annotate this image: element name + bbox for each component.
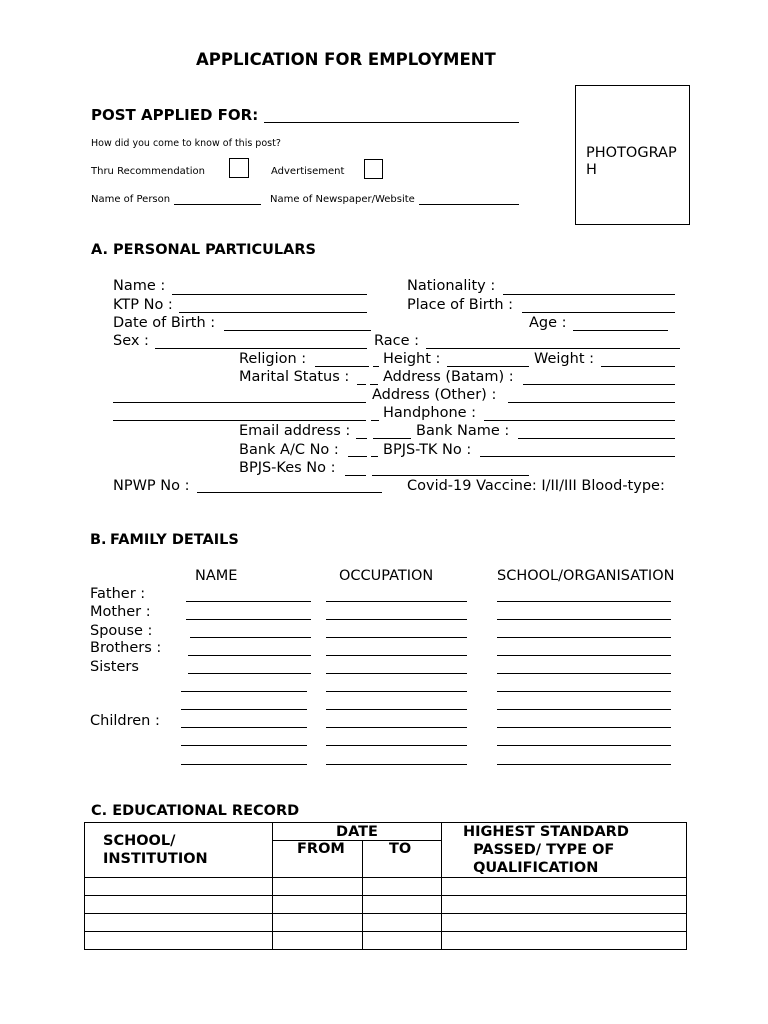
children-school-field-3[interactable] — [497, 764, 671, 765]
father-school-field[interactable] — [497, 601, 671, 602]
spouse-label: Spouse : — [90, 623, 153, 639]
post-applied-label: POST APPLIED FOR: — [91, 106, 259, 124]
education-table — [84, 822, 687, 950]
personal-particulars-heading: A. PERSONAL PARTICULARS — [91, 242, 316, 258]
religion-label: Religion : — [239, 351, 307, 367]
children-label: Children : — [90, 713, 160, 729]
advertisement-checkbox[interactable] — [364, 159, 383, 179]
education-cell[interactable] — [363, 878, 442, 896]
education-cell[interactable] — [442, 932, 687, 950]
address-other-field[interactable] — [508, 402, 675, 403]
advertisement-label: Advertisement — [271, 166, 345, 177]
bank-ac-sep — [371, 456, 378, 457]
bpjs-tk-field[interactable] — [480, 456, 675, 457]
place-of-birth-label: Place of Birth : — [407, 297, 514, 313]
address-other-line-1[interactable] — [113, 402, 366, 403]
photograph-label: PHOTOGRAP H — [586, 145, 677, 178]
dob-label: Date of Birth : — [113, 315, 216, 331]
education-cell[interactable] — [273, 878, 363, 896]
education-cell[interactable] — [363, 932, 442, 950]
children-school-field-2[interactable] — [497, 745, 671, 746]
ktp-label: KTP No : — [113, 297, 173, 313]
name-of-newspaper-field[interactable] — [419, 204, 519, 205]
children-name-field-2[interactable] — [181, 745, 307, 746]
handphone-sep — [371, 420, 379, 421]
mother-school-field[interactable] — [497, 619, 671, 620]
how-know-label: How did you come to know of this post? — [91, 138, 281, 149]
nationality-label: Nationality : — [407, 278, 496, 294]
bpjs-kes-field-1[interactable] — [345, 475, 366, 476]
sex-field[interactable] — [155, 348, 367, 349]
education-cell[interactable] — [363, 896, 442, 914]
sisters-name-field[interactable] — [188, 673, 311, 674]
name-of-person-label: Name of Person — [91, 194, 171, 205]
family-col-school: SCHOOL/ORGANISATION — [497, 568, 675, 584]
nationality-field[interactable] — [503, 294, 675, 295]
name-label: Name : — [113, 278, 166, 294]
education-col-from: FROM — [273, 841, 363, 878]
address-other-label: Address (Other) : — [372, 387, 497, 403]
marital-status-field[interactable] — [357, 384, 366, 385]
sex-label: Sex : — [113, 333, 149, 349]
education-cell[interactable] — [273, 932, 363, 950]
sisters-label: Sisters — [90, 659, 139, 675]
sisters-school-field[interactable] — [497, 673, 671, 674]
mother-occupation-field[interactable] — [326, 619, 467, 620]
spouse-name-field[interactable] — [190, 637, 311, 638]
family-col-name: NAME — [195, 568, 238, 584]
place-of-birth-field[interactable] — [522, 312, 675, 313]
handphone-field[interactable] — [484, 420, 675, 421]
name-of-person-field[interactable] — [174, 204, 261, 205]
covid-vaccine-label: Covid-19 Vaccine: I/II/III Blood-type: — [407, 478, 665, 494]
extra-name-field-1[interactable] — [181, 691, 307, 692]
spouse-occupation-field[interactable] — [326, 637, 467, 638]
children-occupation-field-2[interactable] — [326, 745, 467, 746]
bpjs-tk-label: BPJS-TK No : — [383, 442, 472, 458]
bank-ac-label: Bank A/C No : — [239, 442, 339, 458]
address-other-line-2[interactable] — [113, 420, 366, 421]
children-school-field-1[interactable] — [497, 727, 671, 728]
height-field[interactable] — [447, 366, 529, 367]
education-cell[interactable] — [442, 914, 687, 932]
education-header-row — [85, 823, 687, 841]
children-name-field-3[interactable] — [181, 764, 307, 765]
education-cell[interactable] — [273, 914, 363, 932]
post-applied-field[interactable] — [264, 122, 519, 123]
brothers-label: Brothers : — [90, 640, 162, 656]
family-section-number: B. — [90, 532, 107, 548]
name-field[interactable] — [172, 294, 367, 295]
education-cell[interactable] — [363, 914, 442, 932]
bank-ac-field[interactable] — [348, 456, 367, 457]
education-cell[interactable] — [85, 878, 273, 896]
page-title: APPLICATION FOR EMPLOYMENT — [196, 50, 496, 69]
age-label: Age : — [529, 315, 567, 331]
dob-field[interactable] — [224, 330, 371, 331]
education-cell[interactable] — [85, 896, 273, 914]
brothers-school-field[interactable] — [497, 655, 671, 656]
race-field[interactable] — [426, 348, 680, 349]
table-row — [85, 932, 687, 950]
ktp-field[interactable] — [179, 312, 367, 313]
marital-sep — [370, 384, 378, 385]
sisters-occupation-field[interactable] — [326, 673, 467, 674]
recommendation-checkbox[interactable] — [229, 158, 249, 178]
email-field-1[interactable] — [356, 438, 367, 439]
table-row — [85, 914, 687, 932]
children-name-field-1[interactable] — [181, 727, 307, 728]
educational-record-heading: C. EDUCATIONAL RECORD — [91, 803, 300, 819]
thru-recommendation-label: Thru Recommendation — [91, 166, 205, 177]
bpjs-kes-field-2[interactable] — [372, 475, 529, 476]
bank-name-label: Bank Name : — [416, 423, 510, 439]
mother-label: Mother : — [90, 604, 151, 620]
race-label: Race : — [374, 333, 420, 349]
extra-school-field-1[interactable] — [497, 691, 671, 692]
children-occupation-field-3[interactable] — [326, 764, 467, 765]
name-of-newspaper-label: Name of Newspaper/Website — [270, 194, 415, 205]
father-occupation-field[interactable] — [326, 601, 467, 602]
bank-name-field[interactable] — [518, 438, 675, 439]
education-col-to: TO — [363, 841, 442, 878]
family-details-heading: FAMILY DETAILS — [110, 532, 239, 548]
religion-field[interactable] — [315, 366, 369, 367]
weight-field[interactable] — [601, 366, 675, 367]
table-row — [85, 878, 687, 896]
education-cell[interactable] — [442, 896, 687, 914]
age-field[interactable] — [573, 330, 668, 331]
photograph-box — [575, 85, 690, 225]
education-cell[interactable] — [85, 914, 273, 932]
extra-occupation-field-1[interactable] — [326, 691, 467, 692]
education-col-highest: HIGHEST STANDARD PASSED/ TYPE OF QUALIFICATION — [442, 823, 687, 878]
brothers-occupation-field[interactable] — [326, 655, 467, 656]
height-label: Height : — [383, 351, 441, 367]
father-label: Father : — [90, 586, 146, 602]
table-row — [85, 896, 687, 914]
marital-status-label: Marital Status : — [239, 369, 350, 385]
education-cell[interactable] — [273, 896, 363, 914]
religion-sep — [373, 366, 379, 367]
education-col-date: DATE — [273, 823, 442, 841]
family-col-occupation: OCCUPATION — [339, 568, 434, 584]
address-batam-label: Address (Batam) : — [383, 369, 514, 385]
handphone-label: Handphone : — [383, 405, 477, 421]
father-name-field[interactable] — [186, 601, 311, 602]
bpjs-kes-label: BPJS-Kes No : — [239, 460, 336, 476]
extra-occupation-field-2[interactable] — [326, 709, 467, 710]
email-field-2[interactable] — [373, 438, 411, 439]
education-cell[interactable] — [442, 878, 687, 896]
mother-name-field[interactable] — [186, 619, 311, 620]
npwp-label: NPWP No : — [113, 478, 190, 494]
npwp-field[interactable] — [197, 492, 382, 493]
email-label: Email address : — [239, 423, 351, 439]
education-col-school: SCHOOL/ INSTITUTION — [85, 823, 273, 878]
brothers-name-field[interactable] — [188, 655, 311, 656]
address-batam-field[interactable] — [523, 384, 675, 385]
children-occupation-field-1[interactable] — [326, 727, 467, 728]
spouse-school-field[interactable] — [497, 637, 671, 638]
extra-name-field-2[interactable] — [181, 709, 307, 710]
weight-label: Weight : — [534, 351, 595, 367]
extra-school-field-2[interactable] — [497, 709, 671, 710]
education-cell[interactable] — [85, 932, 273, 950]
